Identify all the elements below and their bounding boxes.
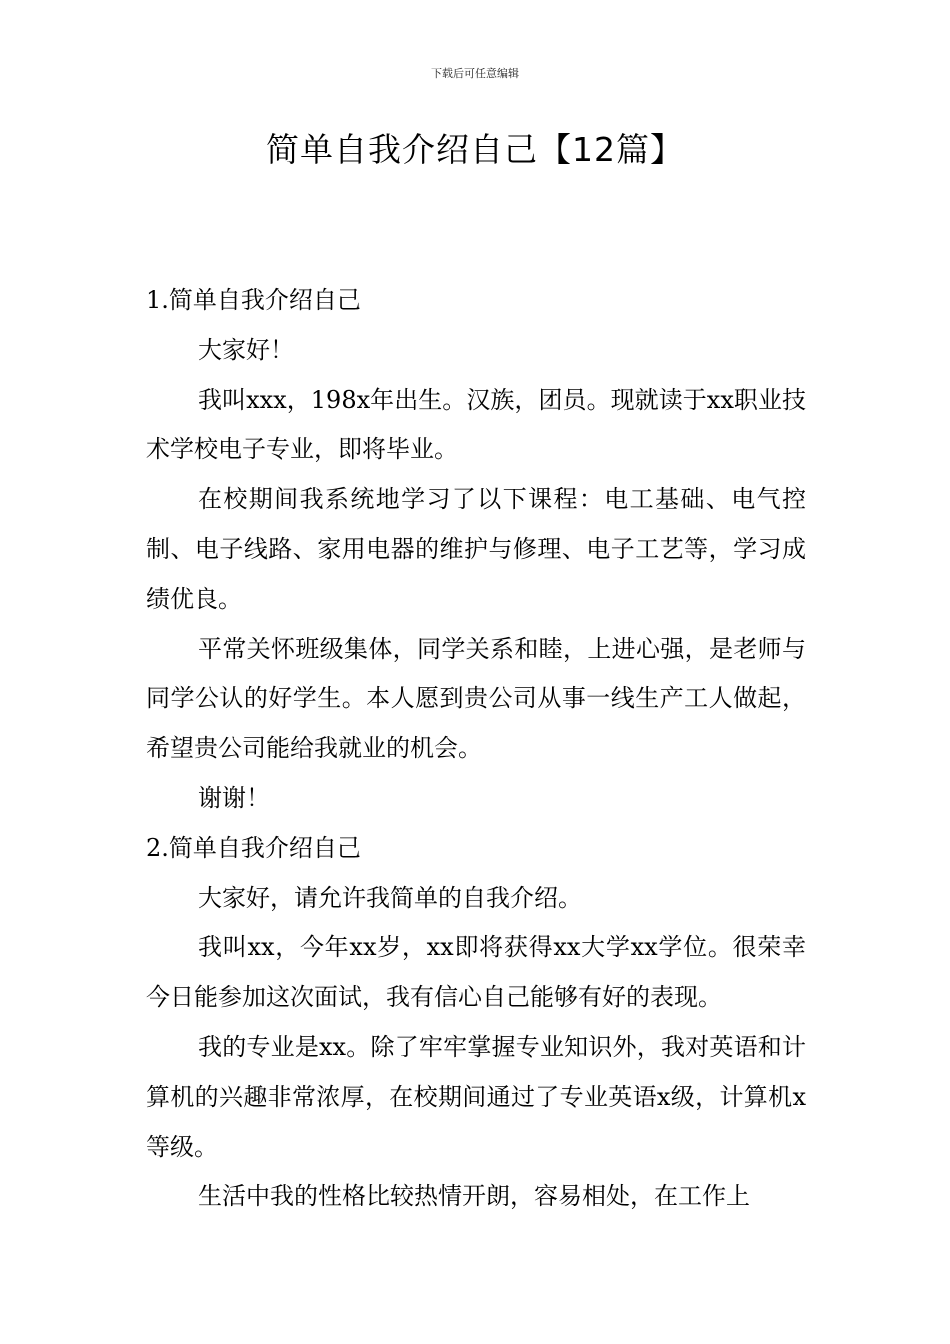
paragraph: 大家好，请允许我简单的自我介绍。 xyxy=(198,883,582,912)
paragraph: 我叫xx，今年xx岁，xx即将获得xx大学xx学位。很荣幸今日能参加这次面试，我有信心自己能够有好的表现。 xyxy=(146,933,806,1012)
paragraph: 谢谢！ xyxy=(198,783,270,812)
document-title: 简单自我介绍自己【12篇】 xyxy=(266,130,684,169)
section-heading: 2.简单自我介绍自己 xyxy=(146,833,361,862)
section-heading: 1.简单自我介绍自己 xyxy=(146,286,361,314)
paragraph: 我的专业是xx。除了牢牢掌握专业知识外，我对英语和计算机的兴趣非常浓厚，在校期间通过了专业英语x级，计算机x等级。 xyxy=(146,1032,806,1161)
paragraph: 平常关怀班级集体，同学关系和睦，上进心强，是老师与同学公认的好学生。本人愿到贵公司从事一线生产工人做起，希望贵公司能给我就业的机会。 xyxy=(146,634,806,763)
paragraph: 大家好！ xyxy=(198,335,294,364)
paragraph: 在校期间我系统地学习了以下课程：电工基础、电气控制、电子线路、家用电器的维护与修理、电子工艺等，学习成绩优良。 xyxy=(146,485,806,613)
paragraph: 生活中我的性格比较热情开朗，容易相处，在工作上 xyxy=(198,1182,750,1211)
document-body xyxy=(146,276,806,1222)
header-note: 下载后可任意编辑 xyxy=(431,67,519,80)
paragraph: 我叫xxx，198x年出生。汉族，团员。现就读于xx职业技术学校电子专业，即将毕业。 xyxy=(146,385,806,464)
